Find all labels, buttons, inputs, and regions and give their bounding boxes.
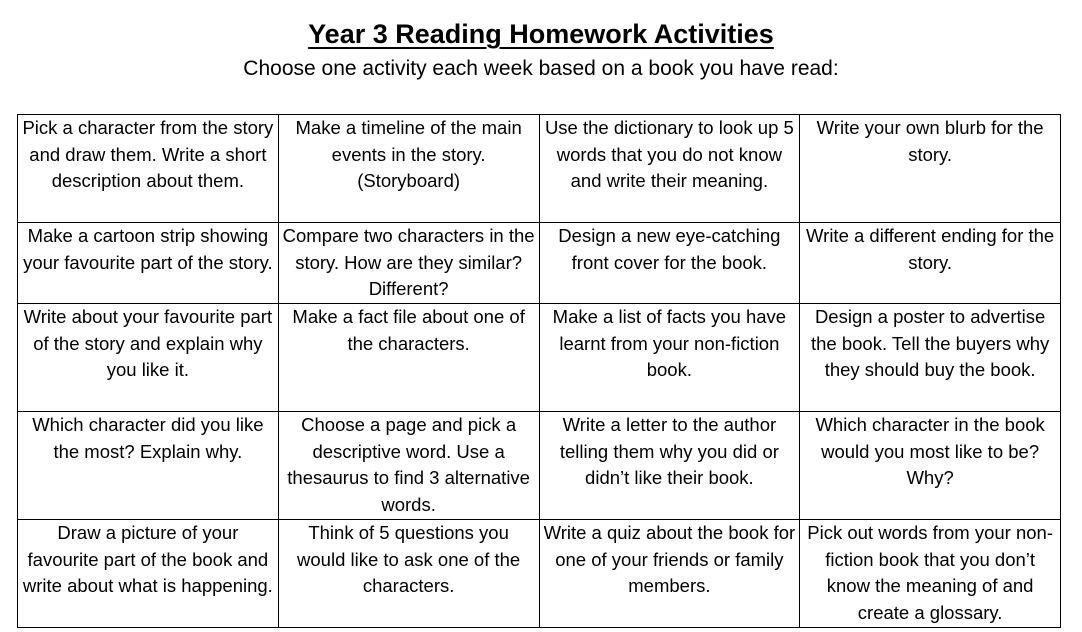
activity-cell: Write your own blurb for the story. bbox=[800, 115, 1061, 223]
activity-cell: Write a letter to the author telling them why you did or didn’t like their book. bbox=[539, 412, 800, 520]
page-title-text: Year 3 Reading Homework Activities bbox=[308, 19, 774, 49]
activity-cell: Design a new eye-catching front cover for the book. bbox=[539, 223, 800, 304]
activities-table bbox=[17, 114, 1061, 628]
activity-cell: Write a quiz about the book for one of your friends or family members. bbox=[539, 520, 800, 628]
activity-cell: Compare two characters in the story. How are they similar? Different? bbox=[278, 223, 539, 304]
activity-cell: Which character in the book would you most like to be? Why? bbox=[800, 412, 1061, 520]
table-row bbox=[18, 520, 1061, 628]
activity-cell: Use the dictionary to look up 5 words that you do not know and write their meaning. bbox=[539, 115, 800, 223]
activity-cell: Write about your favourite part of the story and explain why you like it. bbox=[18, 304, 279, 412]
table-row bbox=[18, 412, 1061, 520]
table-row bbox=[18, 115, 1061, 223]
activity-cell: Pick a character from the story and draw them. Write a short description about them. bbox=[18, 115, 279, 223]
activity-cell: Write a different ending for the story. bbox=[800, 223, 1061, 304]
activity-cell: Make a cartoon strip showing your favourite part of the story. bbox=[18, 223, 279, 304]
activity-cell: Choose a page and pick a descriptive word. Use a thesaurus to find 3 alternative words. bbox=[278, 412, 539, 520]
page-subtitle: Choose one activity each week based on a book you have read: bbox=[243, 57, 839, 80]
activity-cell: Design a poster to advertise the book. Tell the buyers why they should buy the book. bbox=[800, 304, 1061, 412]
activity-cell: Which character did you like the most? Explain why. bbox=[18, 412, 279, 520]
table-row bbox=[18, 304, 1061, 412]
activity-cell: Make a fact file about one of the characters. bbox=[278, 304, 539, 412]
table-row bbox=[18, 223, 1061, 304]
activity-cell: Draw a picture of your favourite part of the book and write about what is happening. bbox=[18, 520, 279, 628]
activity-cell: Make a timeline of the main events in the story. (Storyboard) bbox=[278, 115, 539, 223]
activity-cell: Think of 5 questions you would like to ask one of the characters. bbox=[278, 520, 539, 628]
activity-cell: Make a list of facts you have learnt from your non-fiction book. bbox=[539, 304, 800, 412]
activity-cell: Pick out words from your non-fiction book that you don’t know the meaning of and create a glossary. bbox=[800, 520, 1061, 628]
page-title bbox=[0, 18, 1082, 50]
